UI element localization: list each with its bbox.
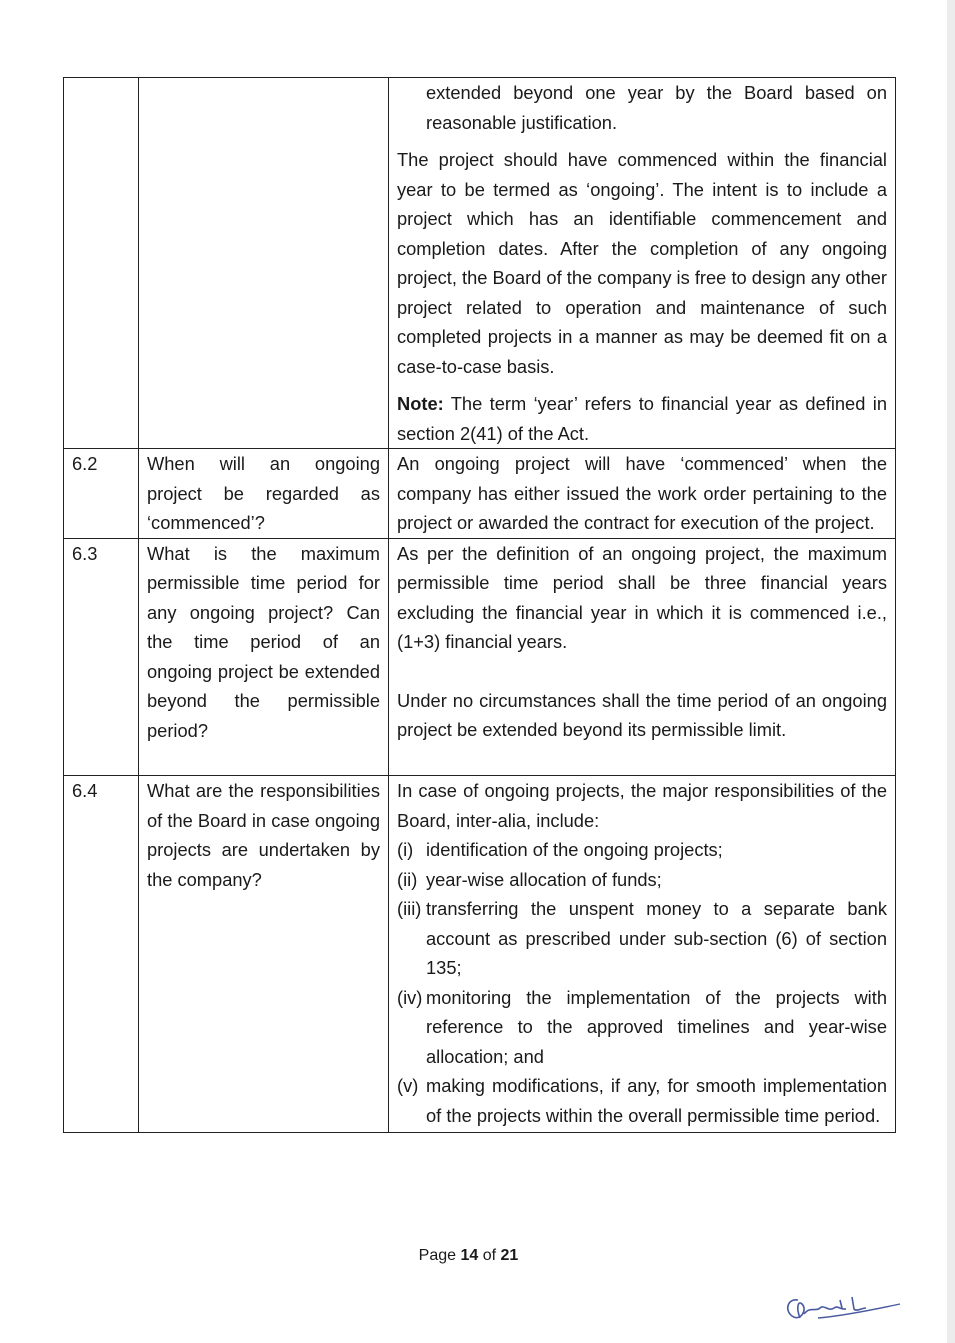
row-number-cell: 6.3 [64, 538, 139, 776]
footer-middle: of [478, 1247, 501, 1264]
list-item-text: monitoring the implementation of the projects with reference to the approved timelines and year-wise allocation; and [426, 986, 887, 1067]
answer-paragraph: As per the definition of an ongoing project, the maximum permissible time period shall be three financial years excluding the financial year in which it is commenced i.e., (1+3) financial years. [397, 542, 887, 652]
list-item [397, 865, 887, 895]
answer-cell [389, 776, 896, 1133]
question-cell: What are the responsibilities of the Board in case ongoing projects are undertaken by the company? [139, 776, 389, 1133]
list-item-label: (v) [397, 1075, 419, 1096]
answer-cell [389, 538, 896, 776]
list-item-text: year-wise allocation of funds; [426, 868, 662, 890]
faq-table [63, 77, 896, 1133]
answer-cell [389, 78, 896, 449]
row-number-cell: 6.2 [64, 449, 139, 539]
table-row [64, 78, 896, 449]
list-item-label: (i) [397, 839, 414, 860]
table-row [64, 776, 896, 1133]
list-item-label: (iii) [397, 898, 422, 919]
note-text: The term ‘year’ refers to financial year as defined in section 2(41) of the Act. [397, 393, 887, 444]
list-item-text: making modifications, if any, for smooth implementation of the projects within the overall permissible time period. [426, 1075, 887, 1126]
note-label: Note: [397, 393, 444, 414]
list-item [397, 983, 887, 1072]
answer-paragraph: In case of ongoing projects, the major responsibilities of the Board, inter-alia, include: [397, 780, 887, 831]
question-cell: What is the maximum permissible time period for any ongoing project? Can the time period of an ongoing project be extended beyond the permissible period? [139, 538, 389, 776]
row-number-cell: 6.4 [64, 776, 139, 1133]
list-item-label: (iv) [397, 986, 423, 1008]
question-cell: When will an ongoing project be regarded as ‘commenced’? [139, 449, 389, 539]
list-item-text: transferring the unspent money to a separate bank account as prescribed under sub-section (6) of section 135; [426, 898, 887, 978]
answer-cell: An ongoing project will have ‘commenced’ when the company has either issued the work order pertaining to the project or awarded the contract for execution of the project. [389, 449, 896, 539]
list-item [397, 835, 887, 865]
footer-prefix: Page [418, 1247, 461, 1264]
total-pages-number: 21 [500, 1247, 519, 1264]
answer-paragraph: The project should have commenced within the financial year to be termed as ‘ongoing’. The intent is to include a project which has an identifiable commencement and completion dates. After the completion of any ongoing project, the Board of the company is free to design any other project related to operation and maintenance of such completed projects in a manner as may be deemed fit on a case-to-case basis. [397, 149, 887, 377]
answer-paragraph: Under no circumstances shall the time period of an ongoing project be extended beyond its permissible limit. [397, 689, 887, 740]
table-row [64, 449, 896, 539]
note-paragraph [397, 389, 887, 448]
page-number-footer [0, 1247, 937, 1265]
list-item [397, 1071, 887, 1130]
question-cell [139, 78, 389, 449]
list-item-label: (ii) [397, 868, 418, 890]
table-row [64, 538, 896, 776]
list-item-text: identification of the ongoing projects; [426, 839, 723, 860]
signature-icon [780, 1288, 905, 1328]
row-number-cell [64, 78, 139, 449]
current-page-number: 14 [460, 1247, 479, 1264]
answer-paragraph: extended beyond one year by the Board based on reasonable justification. [426, 82, 887, 133]
list-item [397, 894, 887, 983]
